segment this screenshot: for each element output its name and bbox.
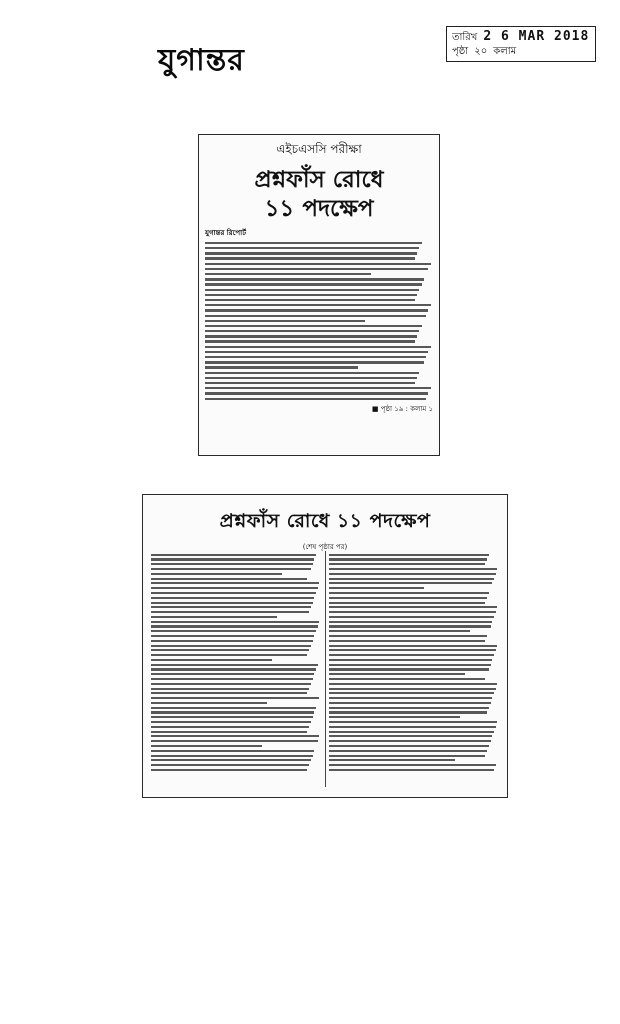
illegible-text-line <box>329 645 497 647</box>
article-byline: যুগান্তর রিপোর্ট <box>205 229 247 237</box>
illegible-text-line <box>151 735 319 737</box>
stamp-date-row <box>452 30 590 45</box>
article-continuation: ■ পৃষ্ঠা ১৯ : কলাম ১ <box>371 404 433 413</box>
illegible-text-line <box>151 683 311 685</box>
illegible-text-line <box>151 630 316 632</box>
illegible-text-line <box>329 582 492 584</box>
continuation-subline: (শেষ পৃষ্ঠার পর) <box>302 543 348 551</box>
continuation-column-right <box>329 551 499 789</box>
illegible-text-line <box>205 392 428 394</box>
illegible-text-line <box>329 740 491 742</box>
illegible-text-line <box>205 377 417 379</box>
illegible-text-line <box>205 247 419 249</box>
stamp-column-label: কলাম <box>493 46 517 57</box>
continuation-columns <box>151 551 499 789</box>
illegible-text-line <box>205 330 419 332</box>
illegible-text-line <box>329 616 494 618</box>
illegible-text-line <box>329 592 489 594</box>
illegible-text-line <box>329 611 496 613</box>
article-kicker: এইচএসসি পরীক্ষা <box>276 142 362 156</box>
illegible-text-line <box>151 664 318 666</box>
illegible-text-line <box>151 568 311 570</box>
illegible-text-line <box>205 263 431 265</box>
illegible-text-line <box>329 759 455 761</box>
illegible-text-line <box>151 740 318 742</box>
illegible-text-line <box>329 578 494 580</box>
illegible-text-line <box>151 592 316 594</box>
illegible-text-line <box>205 309 428 311</box>
illegible-text-line <box>329 558 487 560</box>
illegible-text-line <box>329 692 494 694</box>
illegible-text-line <box>329 654 494 656</box>
illegible-text-line <box>329 668 489 670</box>
illegible-text-line <box>151 635 314 637</box>
illegible-text-line <box>205 315 426 317</box>
stamp-page-value: ২০ <box>474 46 488 57</box>
illegible-text-line <box>329 707 489 709</box>
illegible-text-line <box>151 702 267 704</box>
news-clipping-continuation <box>142 494 508 798</box>
illegible-text-line <box>329 726 496 728</box>
illegible-text-line <box>205 346 431 348</box>
illegible-text-line <box>329 702 491 704</box>
illegible-text-line <box>329 587 424 589</box>
date-stamp <box>446 26 596 62</box>
illegible-text-line <box>329 630 470 632</box>
illegible-text-line <box>151 711 314 713</box>
illegible-text-line <box>205 351 428 353</box>
illegible-text-line <box>329 659 492 661</box>
stamp-date-value: 2 6 MAR 2018 <box>483 30 590 44</box>
illegible-text-line <box>329 568 497 570</box>
illegible-text-line <box>329 573 496 575</box>
stamp-date-label: তারিখ <box>452 32 478 43</box>
illegible-text-line <box>151 659 272 661</box>
illegible-text-line <box>205 273 371 275</box>
illegible-text-line <box>329 625 491 627</box>
illegible-text-line <box>205 325 422 327</box>
illegible-text-line <box>329 745 489 747</box>
illegible-text-line <box>205 242 422 244</box>
illegible-text-line <box>205 372 419 374</box>
illegible-text-line <box>151 621 319 623</box>
illegible-text-line <box>329 735 492 737</box>
illegible-text-line <box>151 558 314 560</box>
illegible-text-line <box>151 745 262 747</box>
illegible-text-line <box>151 582 319 584</box>
continuation-column-left <box>151 551 321 789</box>
illegible-text-line <box>205 335 417 337</box>
illegible-text-line <box>329 640 485 642</box>
illegible-text-line <box>205 320 365 322</box>
illegible-text-line <box>205 294 417 296</box>
illegible-text-line <box>151 645 311 647</box>
illegible-text-line <box>205 304 431 306</box>
illegible-text-line <box>205 340 415 342</box>
illegible-text-line <box>329 755 485 757</box>
illegible-text-line <box>329 711 487 713</box>
illegible-text-line <box>151 673 314 675</box>
illegible-text-line <box>151 554 316 556</box>
illegible-text-line <box>151 597 314 599</box>
illegible-text-line <box>151 611 309 613</box>
stamp-page-row <box>452 45 590 59</box>
illegible-text-line <box>205 387 431 389</box>
illegible-text-line <box>329 678 485 680</box>
illegible-text-line <box>151 563 313 565</box>
illegible-text-line <box>151 692 307 694</box>
illegible-text-line <box>151 578 307 580</box>
illegible-text-line <box>151 721 311 723</box>
illegible-text-line <box>329 554 489 556</box>
illegible-text-line <box>151 668 316 670</box>
illegible-text-line <box>329 597 487 599</box>
illegible-text-line <box>151 755 313 757</box>
illegible-text-line <box>329 635 487 637</box>
illegible-text-line <box>151 764 309 766</box>
article-headline-line2: ১১ পদক্ষেপ <box>264 196 374 222</box>
illegible-text-line <box>151 769 307 771</box>
illegible-text-line <box>329 606 497 608</box>
illegible-text-line <box>329 716 460 718</box>
illegible-text-line <box>151 759 311 761</box>
illegible-text-line <box>151 587 318 589</box>
illegible-text-line <box>151 649 309 651</box>
illegible-text-line <box>151 625 318 627</box>
illegible-text-line <box>205 268 428 270</box>
illegible-text-line <box>151 716 313 718</box>
illegible-text-line <box>151 640 313 642</box>
article-headline-line1: প্রশ্নফাঁস রোধে <box>254 167 384 193</box>
illegible-text-line <box>329 602 485 604</box>
illegible-text-line <box>151 707 316 709</box>
illegible-text-line <box>151 697 319 699</box>
illegible-text-line <box>205 382 415 384</box>
illegible-text-line <box>205 283 422 285</box>
illegible-text-line <box>205 366 358 368</box>
illegible-text-line <box>205 299 415 301</box>
illegible-text-line <box>205 252 417 254</box>
illegible-text-line <box>329 649 496 651</box>
illegible-text-line <box>205 398 426 400</box>
illegible-text-line <box>329 621 492 623</box>
illegible-text-line <box>329 673 465 675</box>
illegible-text-line <box>329 697 492 699</box>
illegible-text-line <box>329 721 497 723</box>
illegible-text-line <box>151 750 314 752</box>
illegible-text-line <box>329 750 487 752</box>
illegible-text-line <box>329 683 497 685</box>
illegible-text-line <box>151 606 311 608</box>
illegible-text-line <box>205 278 424 280</box>
masthead-title: যুগান্তর <box>158 43 245 78</box>
illegible-text-line <box>151 654 307 656</box>
illegible-text-line <box>329 664 491 666</box>
illegible-text-line <box>151 616 277 618</box>
illegible-text-line <box>329 688 496 690</box>
illegible-text-line <box>151 602 313 604</box>
illegible-text-line <box>151 688 309 690</box>
illegible-text-line <box>205 356 426 358</box>
stamp-page-label: পৃষ্ঠা <box>452 46 469 57</box>
illegible-text-line <box>329 769 494 771</box>
article-body <box>205 242 433 400</box>
illegible-text-line <box>151 573 282 575</box>
illegible-text-line <box>329 731 494 733</box>
illegible-text-line <box>151 678 313 680</box>
illegible-text-line <box>151 731 307 733</box>
illegible-text-line <box>205 361 424 363</box>
illegible-text-line <box>205 257 415 259</box>
news-clipping-front <box>198 134 440 456</box>
continuation-headline: প্রশ্নফাঁস রোধে ১১ পদক্ষেপ <box>219 510 431 532</box>
illegible-text-line <box>329 764 496 766</box>
illegible-text-line <box>151 726 309 728</box>
illegible-text-line <box>329 563 485 565</box>
illegible-text-line <box>205 289 419 291</box>
